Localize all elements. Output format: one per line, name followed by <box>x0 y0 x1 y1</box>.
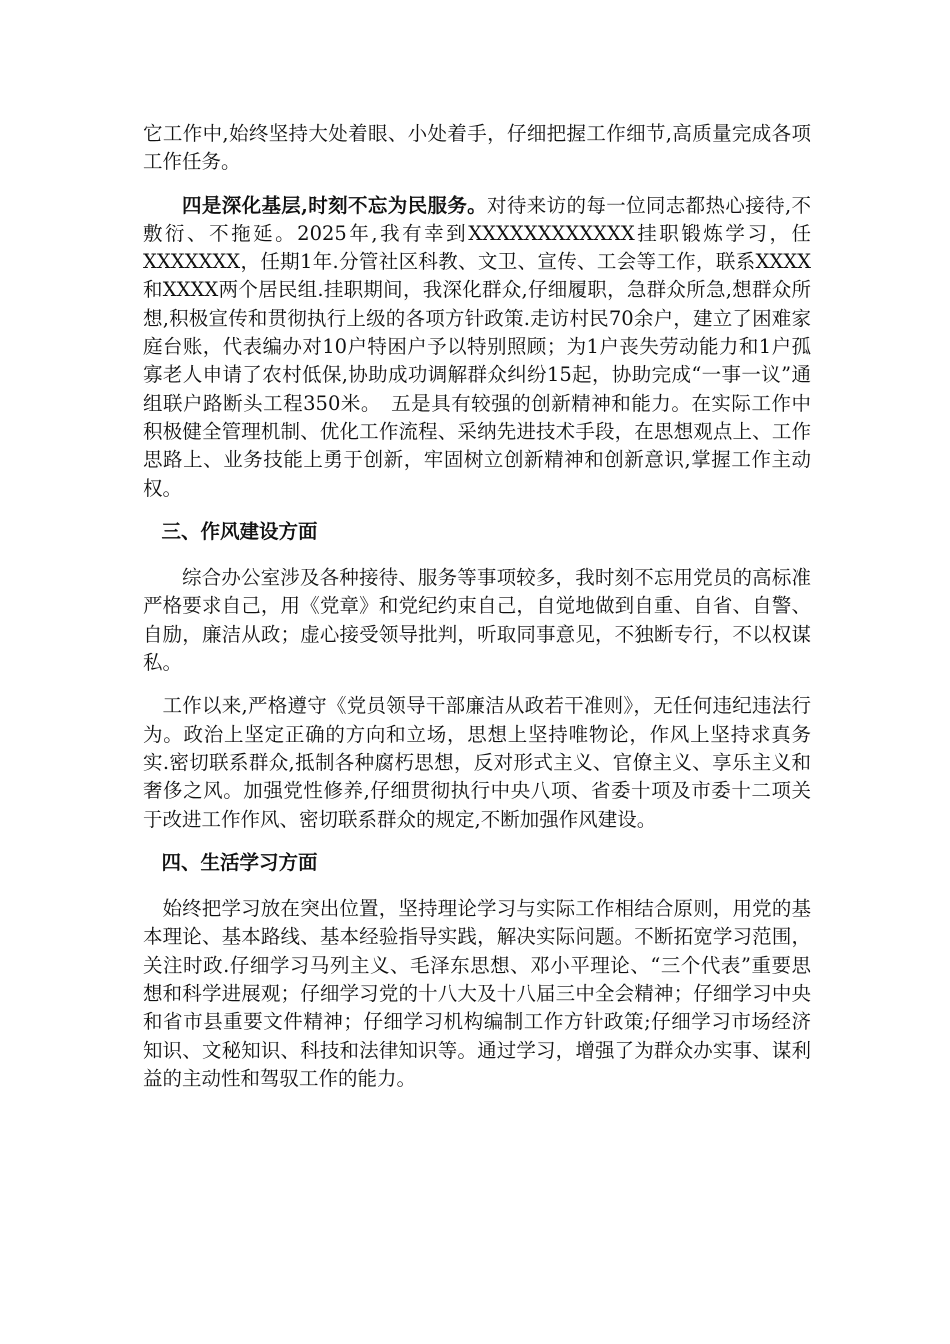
paragraph-body: 对待来访的每一位同志都热心接待,不敷衍、不拖延。2025年,我有幸到XXXXXXXXXXXX挂职锻炼学习，任XXXXXXX，任期1年.分管社区科教、文卫、宣传、工会等工作，联系XXXX和XXXX两个居民组.挂职期间，我深化群众,仔细履职，急群众所急,想群众所想,积极宣传和贯彻执行上级的各项方针政策.走访村民70余户，建立了困难家庭台账，代表编办对10户特困户予以特别照顾；为1户丧失劳动能力和1户孤寡老人申请了农村低保,协助成功调解群众纠纷15起，协助完成“一事一议”通组联户路断头工程350米。 五是具有较强的创新精神和能力。在实际工作中积极健全管理机制、优化工作流程、采纳先进技术手段，在思想观点上、工作思路上、业务技能上勇于创新，牢固树立创新精神和创新意识,掌握工作主动权。 <box>143 193 811 500</box>
paragraph-continuation: 它工作中,始终坚持大处着眼、小处着手，仔细把握工作细节,高质量完成各项工作任务。 <box>143 122 811 174</box>
section-heading-study: 四、生活学习方面 <box>161 850 318 874</box>
section-heading-work-style: 三、作风建设方面 <box>161 519 318 543</box>
paragraph-lead-bold: 四是深化基层,时刻不忘为民服务。 <box>182 193 488 217</box>
paragraph-office-conduct: 综合办公室涉及各种接待、服务等事项较多，我时刻不忘用党员的高标准严格要求自己，用《党章》和党纪约束自己，自觉地做到自重、自省、自警、自励，廉洁从政；虚心接受领导批判，听取同事意见，不独断专行，不以权谋私。 <box>143 566 811 675</box>
paragraph-grassroots-service <box>143 192 811 503</box>
paragraph-discipline: 工作以来,严格遵守《党员领导干部廉洁从政若干准则》，无任何违纪违法行为。政治上坚定正确的方向和立场，思想上坚持唯物论，作风上坚持求真务实.密切联系群众,抵制各种腐朽思想，反对形式主义、官僚主义、享乐主义和奢侈之风。加强党性修养,仔细贯彻执行中央八项、省委十项及市委十二项关于改进工作作风、密切联系群众的规定,不断加强作风建设。 <box>143 694 811 831</box>
document-page <box>143 120 811 1093</box>
paragraph-learning: 始终把学习放在突出位置，坚持理论学习与实际工作相结合原则，用党的基本理论、基本路线、基本经验指导实践，解决实际问题。不断拓宽学习范围，关注时政.仔细学习马列主义、毛泽东思想、邓小平理论、“三个代表”重要思想和科学进展观；仔细学习党的十八大及十八届三中全会精神；仔细学习中央和省市县重要文件精神；仔细学习机构编制工作方针政策;仔细学习市场经济知识、文秘知识、科技和法律知识等。通过学习，增强了为群众办实事、谋利益的主动性和驾驭工作的能力。 <box>143 897 811 1090</box>
